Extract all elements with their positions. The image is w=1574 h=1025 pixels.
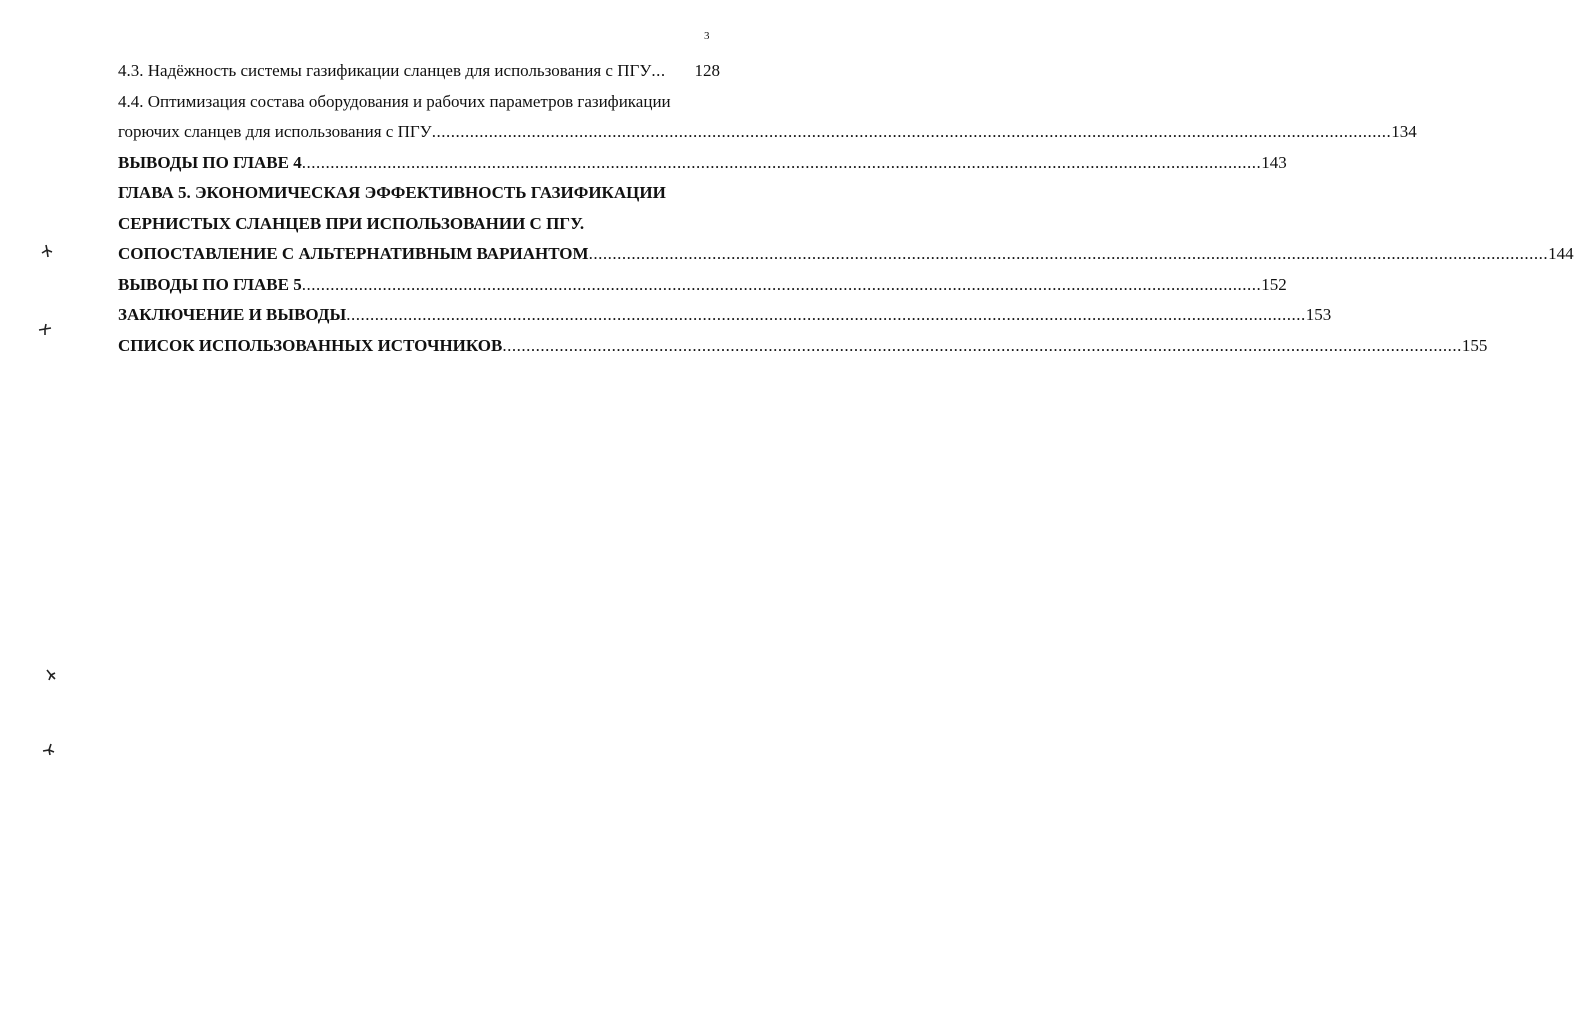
- toc-page-number: 144: [1548, 244, 1574, 263]
- toc-entry-4-4: [118, 117, 1417, 148]
- toc-entry-chapter-5: [118, 239, 1574, 270]
- toc-entry-references: [118, 331, 1488, 362]
- toc-leader: ...: [651, 61, 666, 80]
- toc-entry-title: ВЫВОДЫ ПО ГЛАВЕ 4: [118, 152, 302, 172]
- toc-leader: [589, 239, 1549, 270]
- toc-entry-conclusions-5: [118, 270, 1287, 301]
- toc-page-number: 153: [1305, 305, 1332, 324]
- scan-mark-icon: [42, 742, 56, 756]
- toc-entry-conclusions-4: [118, 148, 1287, 179]
- toc-entry-chapter-5-line2: СЕРНИСТЫХ СЛАНЦЕВ ПРИ ИСПОЛЬЗОВАНИИ С ПГУ.: [118, 213, 585, 233]
- toc-leader: [502, 331, 1462, 362]
- toc-entry-title: 4.3. Надёжность системы газификации сланцев для использования с ПГУ: [118, 61, 652, 80]
- toc-entry-title: СПИСОК ИСПОЛЬЗОВАННЫХ ИСТОЧНИКОВ: [118, 335, 503, 355]
- toc-leader: [302, 270, 1262, 301]
- toc-page-number: 152: [1261, 274, 1287, 294]
- toc-page-number: 134: [1391, 122, 1417, 141]
- toc-page-number: 155: [1461, 335, 1488, 355]
- toc-entry-conclusion: [118, 300, 1332, 331]
- toc-entry-4-3: [118, 56, 720, 87]
- toc-entry-title: ЗАКЛЮЧЕНИЕ И ВЫВОДЫ: [118, 305, 347, 324]
- toc-leader: [432, 117, 1392, 148]
- scan-mark-icon: [44, 668, 58, 682]
- toc-entry-title: горючих сланцев для использования с ПГУ: [118, 122, 432, 141]
- toc-page-number: 143: [1261, 152, 1287, 172]
- toc-entry-4-4-line1: 4.4. Оптимизация состава оборудования и рабочих параметров газификации: [118, 91, 671, 111]
- page-number: 3: [704, 30, 710, 42]
- toc-entry-chapter-5-line1: ГЛАВА 5. ЭКОНОМИЧЕСКАЯ ЭФФЕКТИВНОСТЬ ГАЗИФИКАЦИИ: [118, 183, 666, 202]
- toc-entry-title: ВЫВОДЫ ПО ГЛАВЕ 5: [118, 274, 302, 294]
- toc-page-number: 128: [694, 61, 720, 80]
- toc-entry-title: СОПОСТАВЛЕНИЕ С АЛЬТЕРНАТИВНЫМ ВАРИАНТОМ: [118, 244, 589, 263]
- table-of-contents: [118, 56, 1574, 361]
- toc-leader: [346, 300, 1306, 331]
- scan-mark-icon: [40, 244, 54, 258]
- toc-leader: [302, 148, 1262, 179]
- scan-mark-icon: [38, 322, 52, 336]
